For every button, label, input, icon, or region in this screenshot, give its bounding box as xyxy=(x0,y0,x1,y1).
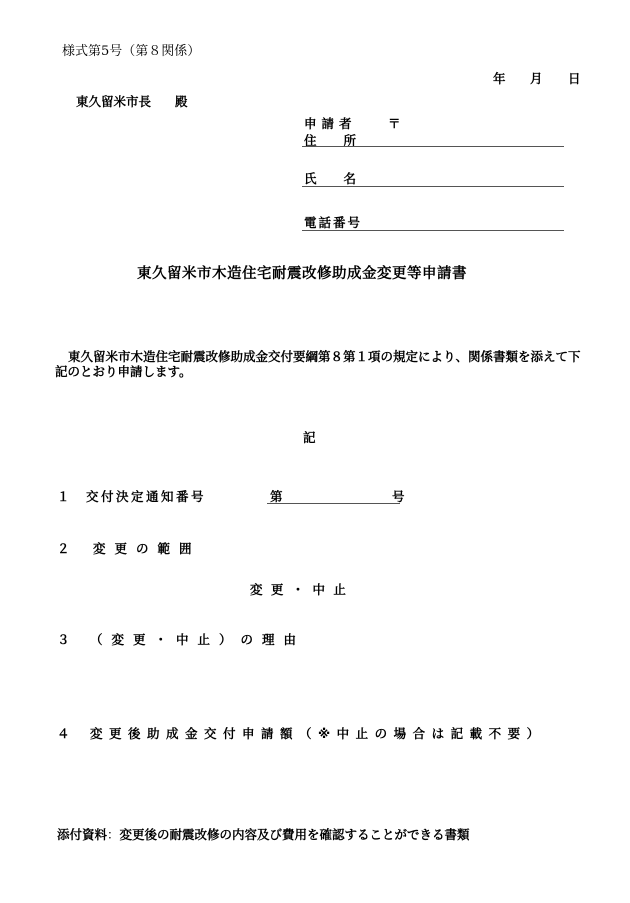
item-1-prefix: 第 xyxy=(270,489,283,504)
item-2-label: 変更の範囲 xyxy=(93,541,201,556)
addressee-honorific: 殿 xyxy=(175,94,188,109)
date-month: 月 xyxy=(530,71,543,86)
attachment-label: 添付資料 xyxy=(57,827,108,842)
phone-line xyxy=(302,230,564,231)
attachment-note xyxy=(57,825,470,843)
item-2-number: ２ xyxy=(57,541,70,556)
item-1-label: 交付決定通知番号 xyxy=(86,489,207,504)
address-label: 住所 xyxy=(304,133,384,148)
applicant-label: 申請者 xyxy=(304,116,357,131)
item-3-number: ３ xyxy=(57,632,70,647)
date-year: 年 xyxy=(493,71,506,86)
item-1-number: １ xyxy=(57,489,70,504)
phone-label: 電話番号 xyxy=(304,215,363,230)
item-1-number-line xyxy=(267,503,400,504)
item-3-label: （変更・中止）の理由 xyxy=(90,632,306,647)
item-1-suffix: 号 xyxy=(392,489,405,504)
attachment-separator: ： xyxy=(107,827,120,842)
form-number: 様式第5号（第８関係） xyxy=(62,44,201,59)
item-4-label: 変更後助成金交付申請額（※中止の場合は記載不要） xyxy=(90,726,546,741)
name-label: 氏名 xyxy=(304,171,384,186)
document-title: 東久留米市木造住宅耐震改修助成金変更等申請書 xyxy=(137,266,467,282)
addressee-name: 東久留米市長 xyxy=(76,94,152,109)
ki-mark: 記 xyxy=(303,430,316,445)
attachment-text: 変更後の耐震改修の内容及び費用を確認することができる書類 xyxy=(119,827,470,842)
body-text: 東久留米市木造住宅耐震改修助成金交付要綱第８第１項の規定により、関係書類を添えて下記のとおり申請します。 xyxy=(55,349,581,379)
item-4-number: ４ xyxy=(57,726,70,741)
date-day: 日 xyxy=(568,71,581,86)
item-2-options: 変 更 ・ 中 止 xyxy=(250,582,348,597)
name-line xyxy=(302,186,564,187)
postal-mark: 〒 xyxy=(388,116,401,131)
address-line xyxy=(302,146,564,147)
